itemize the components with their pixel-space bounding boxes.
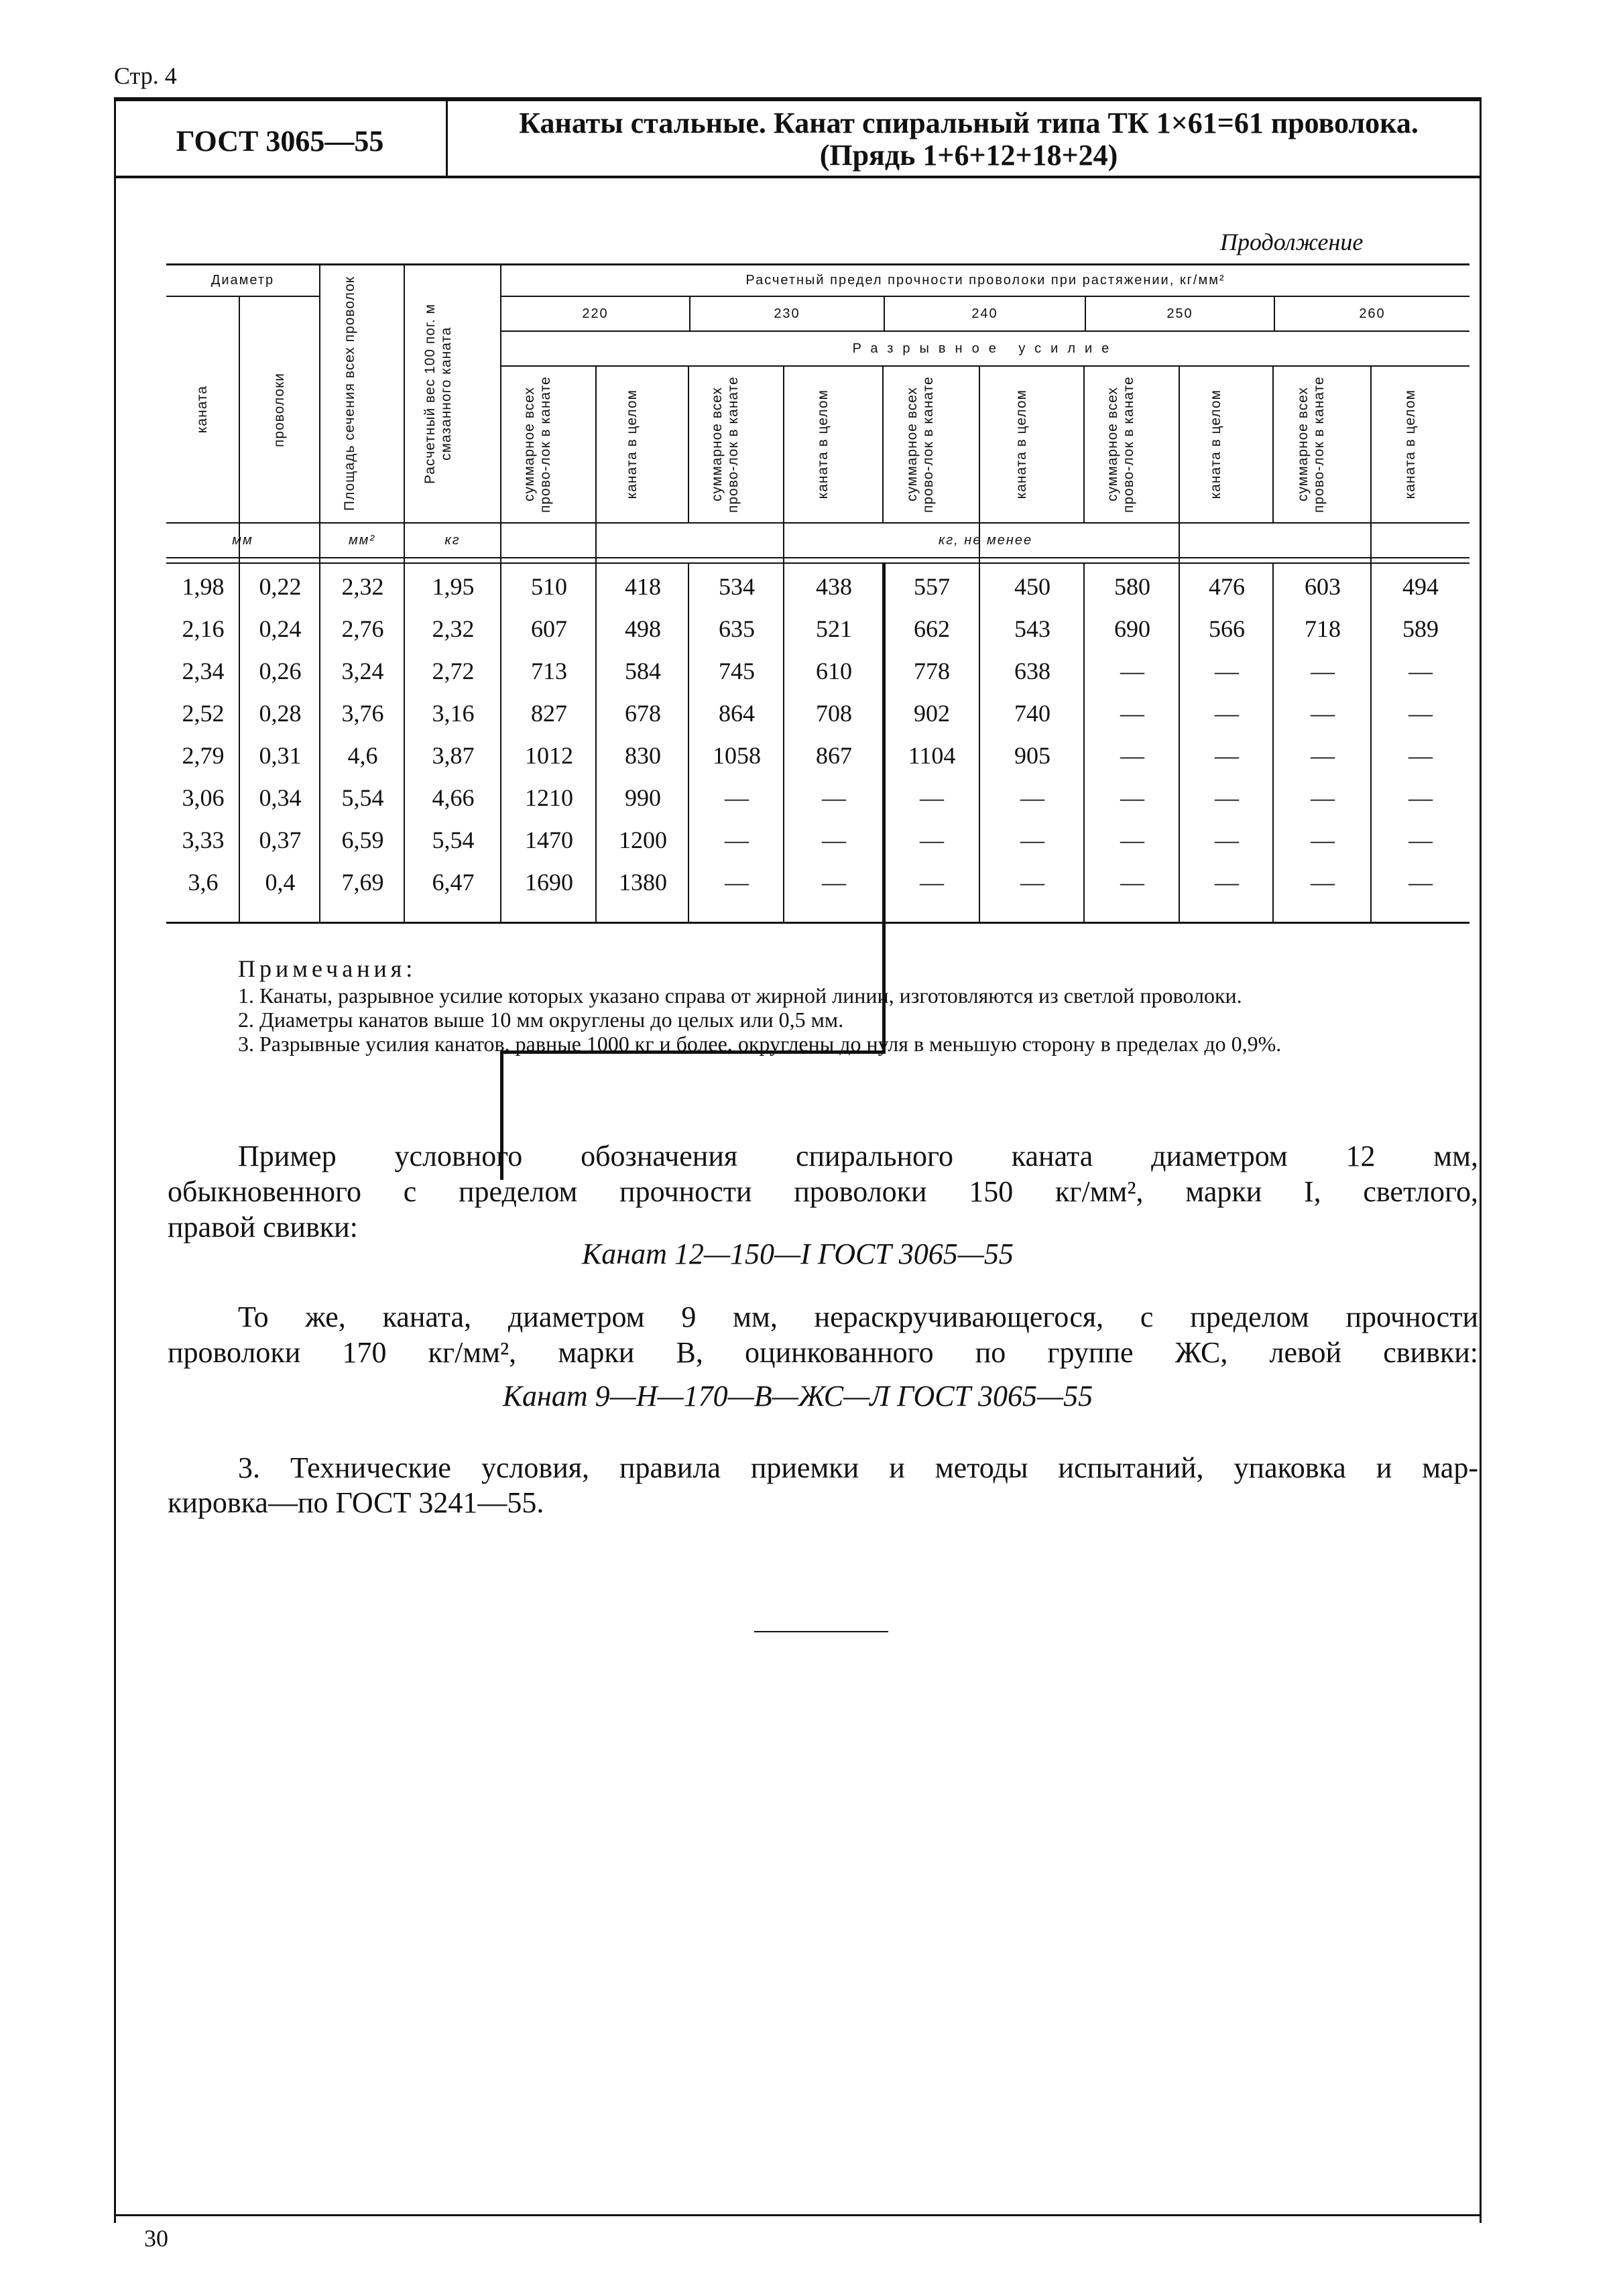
section3-line-2: кировка—по ГОСТ 3241—55. bbox=[168, 1486, 544, 1519]
table-cell: 7,69 bbox=[341, 868, 384, 896]
table-cell: 2,34 bbox=[182, 657, 225, 684]
unit-mm: мм bbox=[232, 532, 253, 548]
table-cell: 0,22 bbox=[259, 572, 302, 600]
sub-sum-230: суммарное всех прово-лок в канате bbox=[709, 376, 741, 513]
level-260: 260 bbox=[1359, 306, 1386, 321]
example2-line-1: То же, каната, диаметром 9 мм, нераскручивающегося, с пределом прочности bbox=[238, 1301, 1478, 1333]
table-row bbox=[166, 650, 1469, 692]
table-row bbox=[166, 734, 1469, 776]
table-cell: — bbox=[1120, 826, 1144, 853]
table-cell: 778 bbox=[914, 657, 950, 684]
table-cell: 3,16 bbox=[432, 699, 475, 727]
table-cell: 708 bbox=[816, 699, 852, 727]
table-cell: 678 bbox=[625, 699, 661, 727]
table-cell: 494 bbox=[1402, 572, 1439, 600]
sub-whole-250: каната в целом bbox=[1207, 389, 1223, 499]
table-row bbox=[166, 861, 1469, 903]
table-cell: 713 bbox=[531, 657, 567, 684]
wire-diameter-header: проволоки bbox=[272, 372, 287, 447]
section3-line-1: 3. Технические условия, правила приемки и методы испытаний, упаковка и мар- bbox=[238, 1451, 1478, 1484]
table-cell: — bbox=[1120, 784, 1144, 811]
table-cell: 864 bbox=[719, 699, 755, 727]
table-cell: 498 bbox=[625, 615, 661, 642]
table-cell: 2,32 bbox=[341, 572, 384, 600]
page-label: Стр. 4 bbox=[114, 62, 177, 89]
table-cell: 3,76 bbox=[341, 699, 384, 727]
table-cell: — bbox=[1408, 784, 1433, 811]
table-row bbox=[166, 819, 1469, 861]
table-cell: 3,6 bbox=[188, 868, 219, 896]
sub-whole-260: каната в целом bbox=[1402, 389, 1418, 499]
example-line-2: обыкновенного с пределом прочности проволоки 150 кг/мм², марки I, светлого, bbox=[168, 1175, 1478, 1208]
table-cell: 2,52 bbox=[182, 699, 225, 727]
header-bottom-rule bbox=[114, 176, 1482, 178]
table-cell: 1470 bbox=[525, 826, 573, 853]
table-cell: 534 bbox=[719, 572, 755, 600]
table-cell: 830 bbox=[625, 741, 661, 769]
table-cell: — bbox=[920, 784, 944, 811]
table-cell: 0,31 bbox=[259, 741, 302, 769]
table-cell: 438 bbox=[816, 572, 852, 600]
example-line-3: правой свивки: bbox=[168, 1211, 358, 1244]
continuation-label: Продолжение bbox=[1220, 229, 1364, 255]
table-cell: 610 bbox=[816, 657, 852, 684]
breaking-force-header: Разрывное усилие bbox=[852, 341, 1119, 356]
table-cell: — bbox=[725, 826, 749, 853]
table-cell: — bbox=[1020, 826, 1044, 853]
table-cell: 3,06 bbox=[182, 784, 225, 811]
table-cell: — bbox=[1408, 657, 1433, 684]
area-header: Площадь сечения всех проволок bbox=[342, 276, 357, 511]
table-cell: 6,59 bbox=[341, 826, 384, 853]
sub-sum-220: суммарное всех прово-лок в канате bbox=[522, 376, 553, 513]
table-cell: — bbox=[1215, 699, 1239, 727]
table-cell: — bbox=[1311, 741, 1335, 769]
unit-kg: кг bbox=[444, 532, 461, 548]
table-cell: 4,66 bbox=[432, 784, 475, 811]
table-cell: 0,24 bbox=[259, 615, 302, 642]
sub-sum-250: суммарное всех прово-лок в канате bbox=[1105, 376, 1136, 513]
table-cell: 5,54 bbox=[432, 826, 475, 853]
unit-kg-min: кг, не менее bbox=[938, 532, 1033, 548]
table-cell: 4,6 bbox=[347, 741, 378, 769]
table-cell: — bbox=[725, 868, 749, 896]
strength-header: Расчетный предел прочности проволоки при растяжении, кг/мм² bbox=[745, 273, 1225, 288]
table-cell: 0,4 bbox=[265, 868, 296, 896]
table-cell: — bbox=[1408, 741, 1433, 769]
units-rule-2 bbox=[166, 562, 1469, 564]
header-title-line1: Канаты стальные. Канат спиральный типа ТК 1×61=61 проволока. bbox=[519, 107, 1419, 139]
table-cell: 450 bbox=[1014, 572, 1050, 600]
level-240: 240 bbox=[971, 306, 998, 321]
table-cell: — bbox=[1120, 741, 1144, 769]
table-cell: — bbox=[725, 784, 749, 811]
table-cell: — bbox=[822, 784, 846, 811]
formula-1: Канат 12—150—I ГОСТ 3065—55 bbox=[582, 1237, 1014, 1270]
table-cell: 1058 bbox=[713, 741, 761, 769]
table-cell: 543 bbox=[1014, 615, 1050, 642]
table-cell: 1380 bbox=[619, 868, 667, 896]
table-cell: — bbox=[1311, 699, 1335, 727]
table-cell: 476 bbox=[1209, 572, 1245, 600]
frame-bottom-rule bbox=[114, 2214, 1482, 2216]
table-row bbox=[166, 776, 1469, 819]
table-row bbox=[166, 692, 1469, 734]
table-cell: 418 bbox=[625, 572, 661, 600]
table-row bbox=[166, 565, 1469, 607]
table-cell: — bbox=[920, 868, 944, 896]
table-cell: — bbox=[1311, 657, 1335, 684]
level-230: 230 bbox=[774, 306, 800, 321]
table-cell: — bbox=[1020, 784, 1044, 811]
table-cell: 580 bbox=[1114, 572, 1150, 600]
rope-diameter-header: каната bbox=[194, 385, 210, 434]
header-divider bbox=[446, 101, 448, 176]
table-cell: 2,79 bbox=[182, 741, 225, 769]
table-cell: 740 bbox=[1014, 699, 1050, 727]
table-cell: 2,16 bbox=[182, 615, 225, 642]
notes bbox=[238, 957, 1478, 1056]
units-rule-1 bbox=[166, 557, 1469, 558]
table-cell: 690 bbox=[1114, 615, 1150, 642]
table-cell: 5,54 bbox=[341, 784, 384, 811]
table-cell: 6,47 bbox=[432, 868, 475, 896]
table-cell: 1200 bbox=[619, 826, 667, 853]
sub-whole-240: каната в целом bbox=[1013, 389, 1029, 499]
table-cell: — bbox=[1020, 868, 1044, 896]
frame-right-rule bbox=[1480, 101, 1482, 2223]
table-cell: — bbox=[1215, 826, 1239, 853]
table-row bbox=[166, 607, 1469, 650]
sub-sum-240: суммарное всех прово-лок в канате bbox=[904, 376, 936, 513]
table-cell: 584 bbox=[625, 657, 661, 684]
table-cell: 3,87 bbox=[432, 741, 475, 769]
table-cell: 1,98 bbox=[182, 572, 225, 600]
table-cell: 0,28 bbox=[259, 699, 302, 727]
table-cell: 827 bbox=[531, 699, 567, 727]
table-cell: 521 bbox=[816, 615, 852, 642]
table-cell: 635 bbox=[719, 615, 755, 642]
table-cell: 638 bbox=[1014, 657, 1050, 684]
table-cell: — bbox=[1215, 741, 1239, 769]
notes-heading: Примечания: bbox=[238, 955, 417, 982]
table-cell: 1104 bbox=[908, 741, 956, 769]
table-cell: 566 bbox=[1209, 615, 1245, 642]
unit-mm2: мм² bbox=[348, 532, 376, 548]
sub-whole-220: каната в целом bbox=[623, 389, 640, 499]
table-cell: — bbox=[1408, 699, 1433, 727]
table-cell: — bbox=[1311, 826, 1335, 853]
gost-code: ГОСТ 3065—55 bbox=[176, 125, 384, 158]
table-cell: — bbox=[1215, 657, 1239, 684]
header-title-line2: (Прядь 1+6+12+18+24) bbox=[819, 139, 1118, 172]
table-cell: 3,24 bbox=[341, 657, 384, 684]
table-cell: 603 bbox=[1305, 572, 1341, 600]
table-cell: — bbox=[1120, 657, 1144, 684]
table-cell: 589 bbox=[1402, 615, 1439, 642]
note-3: 3. Разрывные усилия канатов, равные 1000 кг и более, округлены до нуля в меньшую сторону в пределах до 0,9%. bbox=[238, 1032, 1282, 1056]
diameter-header: Диаметр bbox=[211, 273, 275, 288]
strength-table bbox=[166, 263, 1469, 924]
table-cell: — bbox=[822, 868, 846, 896]
note-1: 1. Канаты, разрывное усилие которых указано справа от жирной линии, изготовляются из светлой проволоки. bbox=[238, 983, 1242, 1008]
level-220: 220 bbox=[582, 306, 609, 321]
table-cell: 607 bbox=[531, 615, 567, 642]
table-cell: 662 bbox=[914, 615, 950, 642]
table-cell: — bbox=[1408, 868, 1433, 896]
table-cell: 745 bbox=[719, 657, 755, 684]
table-cell: 718 bbox=[1305, 615, 1341, 642]
end-rule bbox=[754, 1631, 888, 1632]
table-cell: 0,26 bbox=[259, 657, 302, 684]
table-cell: — bbox=[1311, 868, 1335, 896]
table-cell: 0,34 bbox=[259, 784, 302, 811]
note-2: 2. Диаметры канатов выше 10 мм округлены до целых или 0,5 мм. bbox=[238, 1008, 844, 1032]
table-cell: 557 bbox=[914, 572, 950, 600]
frame-left-rule bbox=[114, 101, 116, 2223]
sub-whole-230: каната в целом bbox=[815, 389, 831, 499]
table-cell: — bbox=[1120, 868, 1144, 896]
table-cell: — bbox=[1120, 699, 1144, 727]
table-cell: 1210 bbox=[525, 784, 573, 811]
table-cell: — bbox=[1215, 868, 1239, 896]
table-cell: 2,76 bbox=[341, 615, 384, 642]
page-number: 30 bbox=[144, 2225, 168, 2252]
table-cell: 2,72 bbox=[432, 657, 475, 684]
weight-header: Расчетный вес 100 пог. м смазанного каната bbox=[422, 303, 454, 485]
table-cell: 1690 bbox=[525, 868, 573, 896]
table-cell: 1,95 bbox=[432, 572, 475, 600]
header-top-rule bbox=[114, 97, 1482, 101]
table-cell: 1012 bbox=[525, 741, 573, 769]
table-cell: 3,33 bbox=[182, 826, 225, 853]
table-cell: — bbox=[1311, 784, 1335, 811]
table-cell: 990 bbox=[625, 784, 661, 811]
table-cell: — bbox=[822, 826, 846, 853]
table-cell: 902 bbox=[914, 699, 950, 727]
table-cell: — bbox=[920, 826, 944, 853]
example2-line-2: проволоки 170 кг/мм², марки В, оцинкованного по группе ЖС, левой свивки: bbox=[168, 1336, 1478, 1369]
level-250: 250 bbox=[1166, 306, 1193, 321]
table-cell: 0,37 bbox=[259, 826, 302, 853]
table-cell: 510 bbox=[531, 572, 567, 600]
table-cell: — bbox=[1408, 826, 1433, 853]
table-cell: 867 bbox=[816, 741, 852, 769]
header-title bbox=[456, 107, 1482, 172]
example-line-1: Пример условного обозначения спирального каната диаметром 12 мм, bbox=[238, 1140, 1478, 1172]
sub-sum-260: суммарное всех прово-лок в канате bbox=[1295, 376, 1327, 513]
table-cell: — bbox=[1215, 784, 1239, 811]
table-cell: 2,32 bbox=[432, 615, 475, 642]
table-cell: 905 bbox=[1014, 741, 1050, 769]
table-bottom-rule bbox=[166, 922, 1469, 924]
formula-2: Канат 9—Н—170—В—ЖС—Л ГОСТ 3065—55 bbox=[502, 1380, 1093, 1412]
